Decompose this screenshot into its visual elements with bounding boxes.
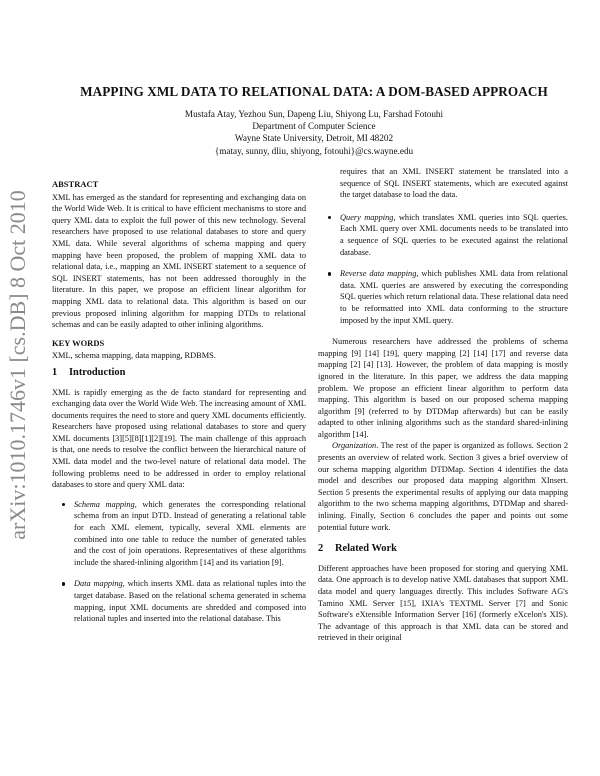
intro-bullet-list-continued	[318, 166, 568, 326]
organization-paragraph	[318, 440, 568, 533]
author-university: Wayne State University, Detroit, MI 48202	[234, 133, 394, 144]
bullet-term: Schema mapping	[74, 499, 135, 509]
bullet-text: , which translates XML queries into SQL queries. Each XML query over XML documents needs to be translated into a sequence of SQL queries to be executed against the relational database.	[340, 212, 569, 257]
organization-text: . The rest of the paper is organized as follows. Section 2 presents an overview of related work. Section 3 gives a brief overview of our schema mapping algorithm DTDMap. Section 4 identifies the data model and describes our proposed data mapping algorithm XInsert. Section 5 presents the experimental results of applying our data mapping algorithm to the two schema mapping algorithms, DTDMap and shared-inlining. Finally, Section 6 concludes the paper and points out some potential future work.	[318, 441, 568, 532]
arxiv-identifier-margin	[4, 190, 32, 540]
arxiv-identifier: arXiv:1010.1746v1 [cs.DB] 8 Oct 2010	[5, 190, 31, 540]
intro-bullet-list	[52, 499, 306, 625]
section-title: Introduction	[69, 366, 126, 378]
bullet-text: , which generates the corresponding relational schema from an input DTD. Instead of generating a relational table for each XML element, typically, several XML elements are combined into one table to reduce the number of generated tables and the cost of join operations. Representatives of these algorithms include the shared-inlining algorithm [14] and its variation [9].	[74, 499, 306, 567]
paper-title: MAPPING XML DATA TO RELATIONAL DATA: A DOM-BASED APPROACH	[80, 84, 548, 99]
bullet-term: Reverse data mapping	[340, 269, 417, 279]
section-title: Related Work	[335, 543, 397, 555]
section-number: 1	[52, 366, 58, 378]
author-emails: {matay, sunny, dliu, shiyong, fotouhi}@cs.wayne.edu	[214, 145, 414, 156]
list-item	[318, 268, 568, 326]
intro-paragraph: XML is rapidly emerging as the de facto standard for representing and exchanging data over the World Wide Web. The increasing amount of XML documents requires the need to store and query XML documents efficiently. Researchers have proposed using relational databases to store and query XML documents [3][5][8][1][2][19]. The main challenge of this approach is that, one needs to resolve the conflict between the hierarchical nature of XML data model and the two-level nature of relational data model. The following problems need to be addressed in order to employ relational databases to store and query XML data:	[52, 387, 306, 490]
author-block	[40, 108, 588, 157]
section-number: 2	[318, 543, 324, 555]
organization-term: Organization	[332, 441, 377, 451]
bullet-text: , which publishes XML data from relational data. XML queries are answered by executing the corresponding SQL queries which return relational data. These relational data need to be reformatted into XML data conforming to the structure imposed by the input XML query.	[340, 269, 568, 325]
bullet-text: , which inserts XML data as relational tuples into the target database. Based on the relational schema generated in schema mapping, input XML documents are shredded and composed into relational tuples and inserted into the relational database. This	[74, 579, 306, 624]
abstract-heading: ABSTRACT	[52, 179, 99, 189]
abstract-text: XML has emerged as the standard for representing and exchanging data on the World Wide Web. It is critical to have efficient mechanisms to store and query XML data to exploit the full power of this new technology. Several researchers have proposed to use relational databases to store and query XML data. While several algorithms of schema mapping and query mapping have been proposed, the problem of mapping XML data to relational data, i.e., mapping an XML INSERT statement to a sequence of SQL INSERT statements, has not been addressed thoroughly in the literature. In this paper, we propose an efficient linear algorithm for mapping XML data to relational data. This algorithm is based on our previous proposed inlining algorithm for mapping DTDs to relational schemas and can be easily adapted to other inlining algorithms.	[52, 192, 306, 330]
right-column	[318, 166, 568, 644]
bullet-term: Query mapping	[340, 212, 394, 222]
list-item	[52, 578, 306, 624]
list-item	[52, 499, 306, 569]
left-column	[52, 179, 306, 635]
list-item	[318, 212, 568, 258]
related-problems-paragraph: Numerous researchers have addressed the problems of schema mapping [9] [14] [19], query mapping [2] [14] [17] and reverse data mapping [2] [4] [13]. However, the problem of data mapping is mostly ignored in the literature. In this paper, we address the data mapping problem. We propose an efficient linear algorithm to perform data mapping. This algorithm is based on our proposed schema mapping algorithm [9] (referred to by DTDMap afterwards) but can be easily adapted to other inlining algorithms such as the standard shared-inlining algorithm [14].	[318, 337, 568, 439]
bullet-term: Data mapping	[74, 579, 123, 589]
author-names: Mustafa Atay, Yezhou Sun, Dapeng Liu, Shiyong Lu, Farshad Fotouhi	[184, 109, 444, 119]
section-heading-related-work	[318, 543, 568, 555]
keywords-heading: KEY WORDS	[52, 337, 105, 348]
section-heading-introduction	[52, 367, 306, 379]
list-item-continuation: requires that an XML INSERT statement be translated into a sequence of SQL INSERT statements, which are executed against the target database to load the data.	[340, 167, 568, 200]
keywords-text: XML, schema mapping, data mapping, RDBMS.	[52, 351, 216, 361]
author-department: Department of Computer Science	[252, 121, 376, 132]
related-work-paragraph: Different approaches have been proposed for storing and querying XML data. One approach is to develop native XML databases that support XML data model and query languages directly. This includes Software AG's Tamino XML Server [15], IXIA's TEXTML Server [7] and Sonic Software's eXtensible Information Server [16] (formerly eXcelon's XIS). The advantage of this approach is that XML data can be stored and retrieved in their original	[318, 563, 568, 643]
